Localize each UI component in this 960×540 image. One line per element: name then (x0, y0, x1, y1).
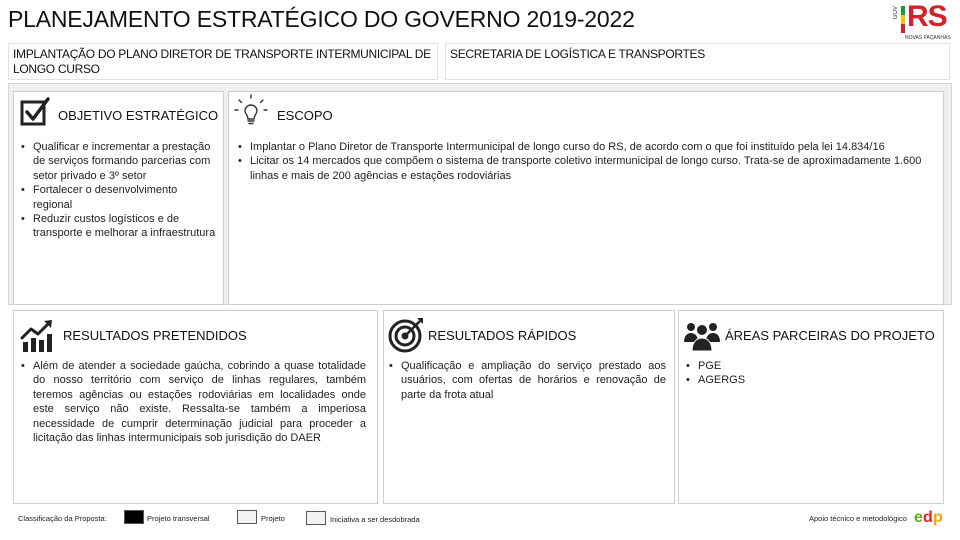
list-item: • Implantar o Plano Diretor de Transporte Intermunicipal de longo curso do RS, de acordo com o que foi instituído pela lei 14.834/16 (237, 140, 937, 154)
legend-iniciativa: Iniciativa a ser desdobrada (330, 515, 420, 524)
legend-projeto-transversal: Projeto transversal (147, 514, 210, 523)
list-item: • Qualificar e incrementar a prestação de serviços formando parcerias com setor privado e 3º setor (20, 140, 218, 183)
swatch-projeto (237, 510, 257, 524)
resultados-pretendidos-title: RESULTADOS PRETENDIDOS (63, 328, 247, 343)
resultados-pretendidos-list (20, 359, 366, 445)
checkbox-icon (20, 96, 50, 128)
people-group-icon (683, 318, 721, 352)
project-name-box: IMPLANTAÇÃO DO PLANO DIRETOR DE TRANSPORTE INTERMUNICIPAL DE LONGO CURSO (8, 43, 438, 80)
escopo-list (237, 140, 937, 183)
edp-logo (912, 506, 946, 528)
list-item: • Qualificação e ampliação do serviço prestado aos usuários, com ofertas de horários e renovação de parte da frota atual (388, 359, 666, 402)
list-item: • AGERGS (685, 373, 935, 387)
classification-label: Classificação da Proposta: (18, 514, 107, 523)
growth-chart-icon (20, 318, 56, 354)
logo-stripe-red (901, 24, 905, 33)
svg-text:p: p (933, 509, 943, 526)
list-item: • Além de atender a sociedade gaúcha, cobrindo a quase totalidade do nosso território com serviço de linhas regulares, também teremos agências ou estações rodoviárias em localidades onde este serviço não existe. Ressalta-se também a imperiosa necessidade de cumprir determinação judicial para proceder a licitação das linhas intermunicipais sob jurisdição do DAER (20, 359, 366, 445)
areas-parceiras-list (685, 359, 935, 388)
logo-stripes (901, 6, 905, 34)
resultados-rapidos-list (388, 359, 666, 402)
swatch-iniciativa (306, 511, 326, 525)
logo-gov-text: GOV (893, 6, 899, 20)
objetivo-list (20, 140, 218, 241)
footer-legend (0, 508, 960, 530)
logo-stripe-yellow (901, 15, 905, 24)
logo-stripe-green (901, 6, 905, 15)
svg-text:e: e (914, 509, 923, 526)
legend-projeto: Projeto (261, 514, 285, 523)
swatch-projeto-transversal (124, 510, 144, 524)
escopo-title: ESCOPO (277, 108, 333, 123)
page-title: PLANEJAMENTO ESTRATÉGICO DO GOVERNO 2019-2022 (8, 6, 635, 32)
areas-parceiras-title: ÁREAS PARCEIRAS DO PROJETO (725, 328, 935, 343)
resultados-rapidos-title: RESULTADOS RÁPIDOS (428, 328, 577, 343)
list-item: • PGE (685, 359, 935, 373)
target-icon (387, 316, 425, 354)
escopo-card (228, 91, 944, 305)
svg-text:d: d (923, 509, 933, 526)
logo-letters: RS (907, 0, 947, 33)
lightbulb-icon (234, 94, 268, 128)
objetivo-title: OBJETIVO ESTRATÉGICO (58, 108, 219, 123)
list-item: • Reduzir custos logísticos e de transporte e melhorar a infraestrutura (20, 212, 218, 241)
list-item: • Fortalecer o desenvolvimento regional (20, 183, 218, 212)
list-item: • Licitar os 14 mercados que compõem o sistema de transporte coletivo intermunicipal de longo curso. Trata-se de aproximadamente 1.600 linhas e mais de 200 agências e estações rodoviárias (237, 154, 937, 183)
rs-government-logo (893, 2, 953, 46)
secretariat-box: SECRETARIA DE LOGÍSTICA E TRANSPORTES (445, 43, 950, 80)
logo-tagline: NOVAS PAÇANHAS (905, 35, 951, 41)
support-label: Apoio técnico e metodológico (809, 514, 907, 523)
